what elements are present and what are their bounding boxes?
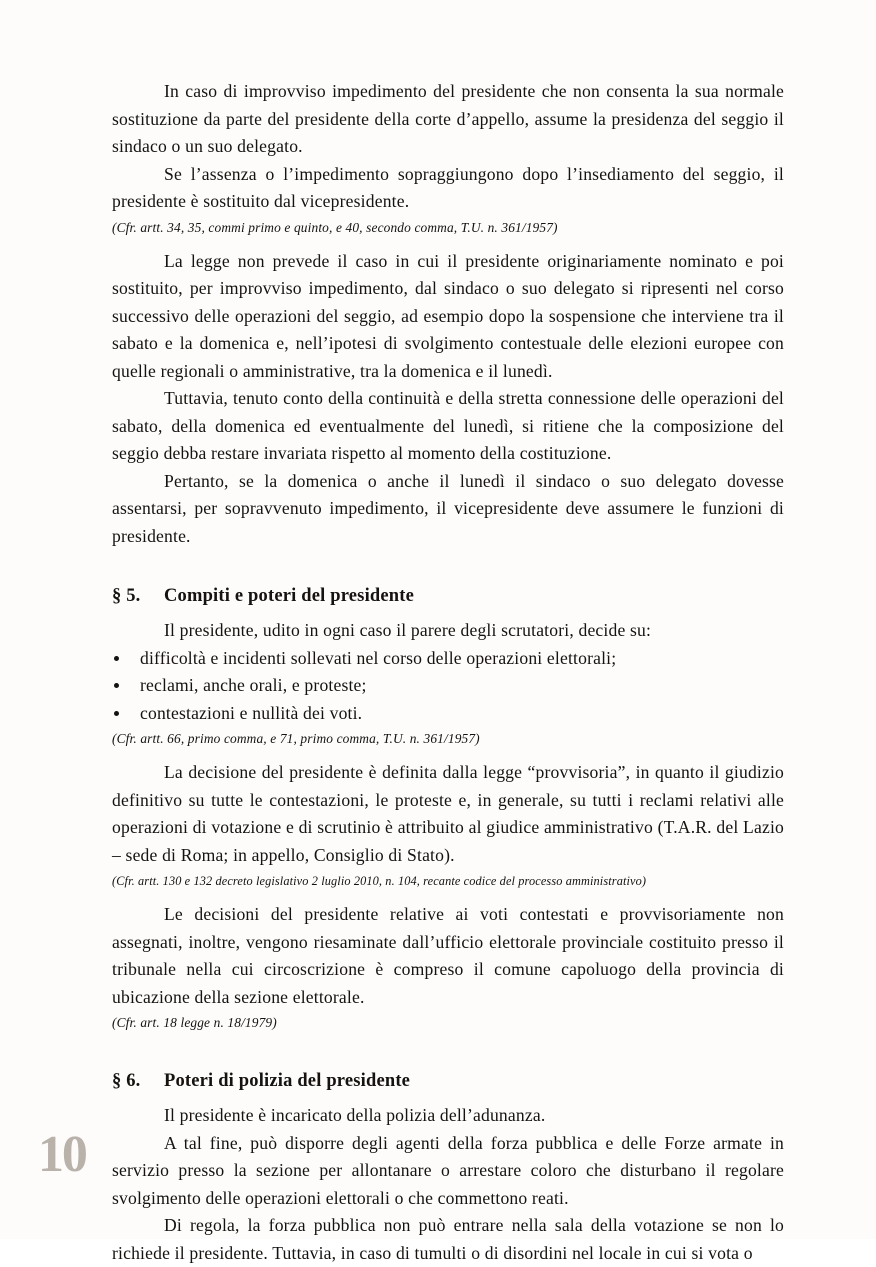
paragraph: Pertanto, se la domenica o anche il lunedì il sindaco o suo delegato dovesse assentarsi, per sopravvenuto impedimento, il vicepresidente deve assumere le funzioni di presidente. xyxy=(112,470,784,546)
legal-reference: (Cfr. artt. 130 e 132 decreto legislativo 2 luglio 2010, n. 104, recante codice del processo amministrativo) xyxy=(112,874,647,888)
section-title: Compiti e poteri del presidente xyxy=(164,586,414,606)
spacer xyxy=(112,751,784,759)
section-heading-6 xyxy=(112,1068,784,1094)
paragraph: Di regola, la forza pubblica non può entrare nella sala della votazione se non lo richiede il presidente. Tuttavia, in caso di tumulti o di disordini nel locale in cui si vota o xyxy=(112,1215,784,1263)
page-body xyxy=(112,78,784,1267)
paragraph: Il presidente, udito in ogni caso il parere degli scrutatori, decide su: xyxy=(164,620,652,640)
bullet-icon xyxy=(114,656,119,661)
spacer xyxy=(112,893,784,901)
paragraph: La legge non prevede il caso in cui il presidente originariamente nominato e poi sostituito, per improvviso impedimento, dal sindaco o suo delegato si ripresenti nel corso successivo delle operazioni del seggio, ad esempio dopo la sospensione che interviene tra il sabato e la domenica e, nell’ipotesi di svolgimento contestuale delle elezioni europee con quelle regionali o amministrative, tra la domenica e il lunedì. xyxy=(112,250,784,381)
legal-reference: (Cfr. artt. 66, primo comma, e 71, primo comma, T.U. n. 361/1957) xyxy=(112,731,480,746)
legal-reference: (Cfr. artt. 34, 35, commi primo e quinto, e 40, secondo comma, T.U. n. 361/1957) xyxy=(112,219,558,235)
section-heading-5 xyxy=(112,583,784,609)
spacer xyxy=(112,240,784,248)
paragraph: Il presidente è incaricato della polizia dell’adunanza. xyxy=(164,1105,546,1125)
list-item-label: contestazioni e nullità dei voti. xyxy=(140,702,363,723)
paragraph: Le decisioni del presidente relative ai voti contestati e provvisoriamente non assegnati, inoltre, vengono riesaminate dall’ufficio elettorale provinciale costituito presso il tribunale nella cui circoscrizione è compreso il comune capoluogo della provincia di ubicazione della sezione elettorale. xyxy=(112,904,784,1007)
paragraph: La decisione del presidente è definita dalla legge “provvisoria”, in quanto il giudizio definitivo su tutte le contestazioni, le proteste e, in generale, su tutti i reclami relativi alle operazioni di votazione e di scrutinio è attribuito al giudice amministrativo (T.A.R. del Lazio – sede di Roma; in appello, Consiglio di Stato). xyxy=(112,762,784,865)
bullet-icon xyxy=(114,683,119,688)
spacer xyxy=(112,1094,784,1102)
paragraph: Tuttavia, tenuto conto della continuità e della stretta connessione delle operazioni del sabato, della domenica ed eventualmente del lunedì, si ritiene che la composizione del seggio debba restare invariata rispetto al momento della costituzione. xyxy=(112,388,784,463)
list-item xyxy=(112,672,784,700)
spacer xyxy=(112,1035,784,1068)
paragraph: In caso di improvviso impedimento del presidente che non consenta la sua normale sostituzione da parte del presidente della corte d’appello, assume la presidenza del seggio il sindaco o un suo delegato. xyxy=(112,81,784,156)
page-number: 10 xyxy=(38,1126,86,1183)
bullet-icon xyxy=(114,711,119,716)
section-number: § 5. xyxy=(112,586,141,606)
list-item xyxy=(112,645,784,673)
spacer xyxy=(112,550,784,583)
paragraph: A tal fine, può disporre degli agenti della forza pubblica e delle Forze armate in servizio presso la sezione per allontanare o arrestare coloro che disturbano il regolare svolgimento delle operazioni elettorali o che commettono reati. xyxy=(112,1132,784,1208)
legal-reference: (Cfr. art. 18 legge n. 18/1979) xyxy=(112,1015,277,1030)
paragraph: Se l’assenza o l’impedimento sopraggiungono dopo l’insediamento del seggio, il presidente è sostituito dal vicepresidente. xyxy=(112,163,784,211)
spacer xyxy=(112,609,784,617)
list-item-label: difficoltà e incidenti sollevati nel corso delle operazioni elettorali; xyxy=(140,647,617,668)
list-item-label: reclami, anche orali, e proteste; xyxy=(140,675,367,695)
section-title: Poteri di polizia del presidente xyxy=(164,1071,411,1091)
bullet-list xyxy=(112,645,784,728)
section-number: § 6. xyxy=(112,1071,141,1091)
list-item xyxy=(112,700,784,728)
